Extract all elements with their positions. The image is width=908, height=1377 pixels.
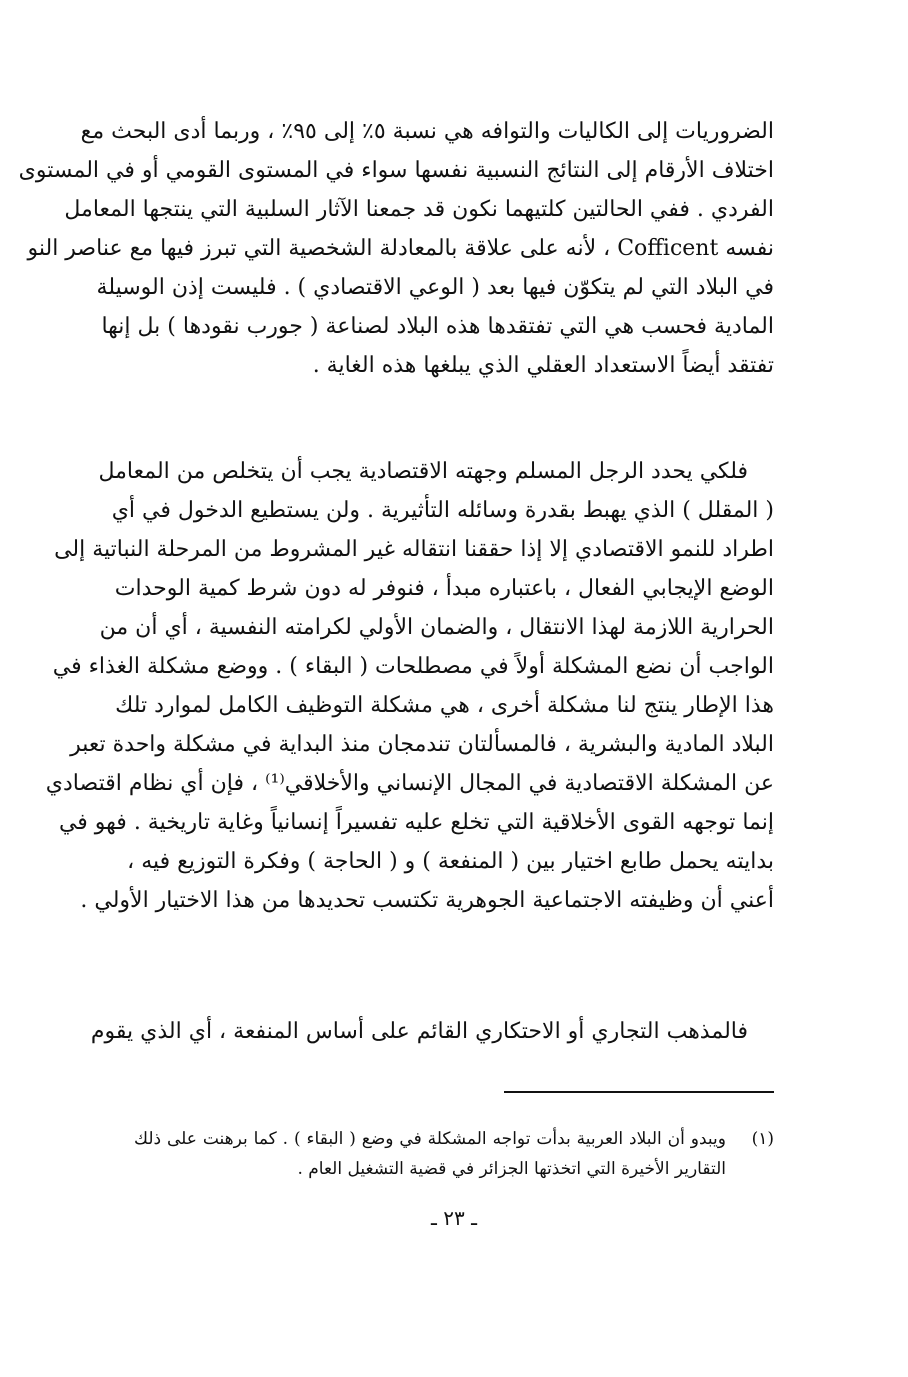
text-line: فالمذهب التجاري أو الاحتكاري القائم على أساس المنفعة ، أي الذي يقوم bbox=[90, 1019, 748, 1044]
text-line: هذا الإطار ينتج لنا مشكلة أخرى ، هي مشكلة التوظيف الكامل لموارد تلك bbox=[115, 693, 774, 718]
text-line: نفسه Cofficent ، لأنه على علاقة بالمعادلة الشخصية التي تبرز فيها مع عناصر النو bbox=[27, 236, 774, 261]
text-line: في البلاد التي لم يتكوّن فيها بعد ( الوعي الاقتصادي ) . فليست إذن الوسيلة bbox=[96, 275, 774, 300]
footnote-mark: (١) bbox=[751, 1129, 774, 1149]
page-number: ـ ٢٣ ـ bbox=[431, 1206, 477, 1230]
text-line: اختلاف الأرقام إلى النتائج النسبية نفسها سواء في المستوى القومي أو في المستوى bbox=[18, 158, 774, 183]
paragraph-2 bbox=[45, 452, 774, 920]
text-line: البلاد المادية والبشرية ، فالمسألتان تندمجان منذ البداية في مشكلة واحدة تعبر bbox=[70, 732, 774, 757]
footnote bbox=[134, 1124, 774, 1184]
text-line: الواجب أن نضع المشكلة أولاً في مصطلحات ( البقاء ) . ووضع مشكلة الغذاء في bbox=[52, 654, 774, 679]
paragraph-3 bbox=[90, 1012, 774, 1051]
text-line: أعني أن وظيفته الاجتماعية الجوهرية تكتسب تحديدها من هذا الاختيار الأولي . bbox=[80, 888, 774, 913]
footnote-separator bbox=[504, 1091, 774, 1093]
text-line: المادية فحسب هي التي تفتقدها هذه البلاد لصناعة ( جورب نقودها ) بل إنها bbox=[101, 314, 774, 339]
text-line: إنما توجهه القوى الأخلاقية التي تخلع عليه تفسيراً إنسانياً وغاية تاريخية . فهو في bbox=[58, 810, 774, 835]
text-line: الفردي . ففي الحالتين كلتيهما نكون قد جمعنا الآثار السلبية التي ينتجها المعامل bbox=[64, 197, 774, 222]
text-line: بدايته يحمل طابع اختيار بين ( المنفعة ) و ( الحاجة ) وفكرة التوزيع فيه ، bbox=[127, 849, 774, 874]
text-line: الضروريات إلى الكاليات والتوافه هي نسبة ٥٪ إلى ٩٥٪ ، وربما أدى البحث مع bbox=[80, 119, 774, 144]
text-line: اطراد للنمو الاقتصادي إلا إذا حققنا انتقاله غير المشروط من المرحلة النباتية إلى bbox=[54, 537, 774, 562]
text-line: عن المشكلة الاقتصادية في المجال الإنساني والأخلاقي⁽¹⁾ ، فإن أي نظام اقتصادي bbox=[45, 771, 774, 796]
paragraph-1 bbox=[18, 112, 774, 385]
text-line: الوضع الإيجابي الفعال ، باعتباره مبدأ ، فنوفر له دون شرط كمية الوحدات bbox=[114, 576, 774, 601]
footnote-body bbox=[134, 1124, 726, 1184]
text-line: الحرارية اللازمة لهذا الانتقال ، والضمان الأولي لكرامته النفسية ، أي أن من bbox=[99, 615, 774, 640]
text-line: فلكي يحدد الرجل المسلم وجهته الاقتصادية يجب أن يتخلص من المعامل bbox=[98, 459, 748, 484]
footnote-line: ويبدو أن البلاد العربية بدأت تواجه المشكلة في وضع ( البقاء ) . كما برهنت على ذلك bbox=[134, 1129, 726, 1149]
text-line: ( المقلل ) الذي يهبط بقدرة وسائله التأثيرية . ولن يستطيع الدخول في أي bbox=[111, 498, 774, 523]
footnote-line: التقارير الأخيرة التي اتخذتها الجزائر في قضية التشغيل العام . bbox=[297, 1159, 726, 1179]
text-line: تفتقد أيضاً الاستعداد العقلي الذي يبلغها هذه الغاية . bbox=[312, 353, 774, 378]
